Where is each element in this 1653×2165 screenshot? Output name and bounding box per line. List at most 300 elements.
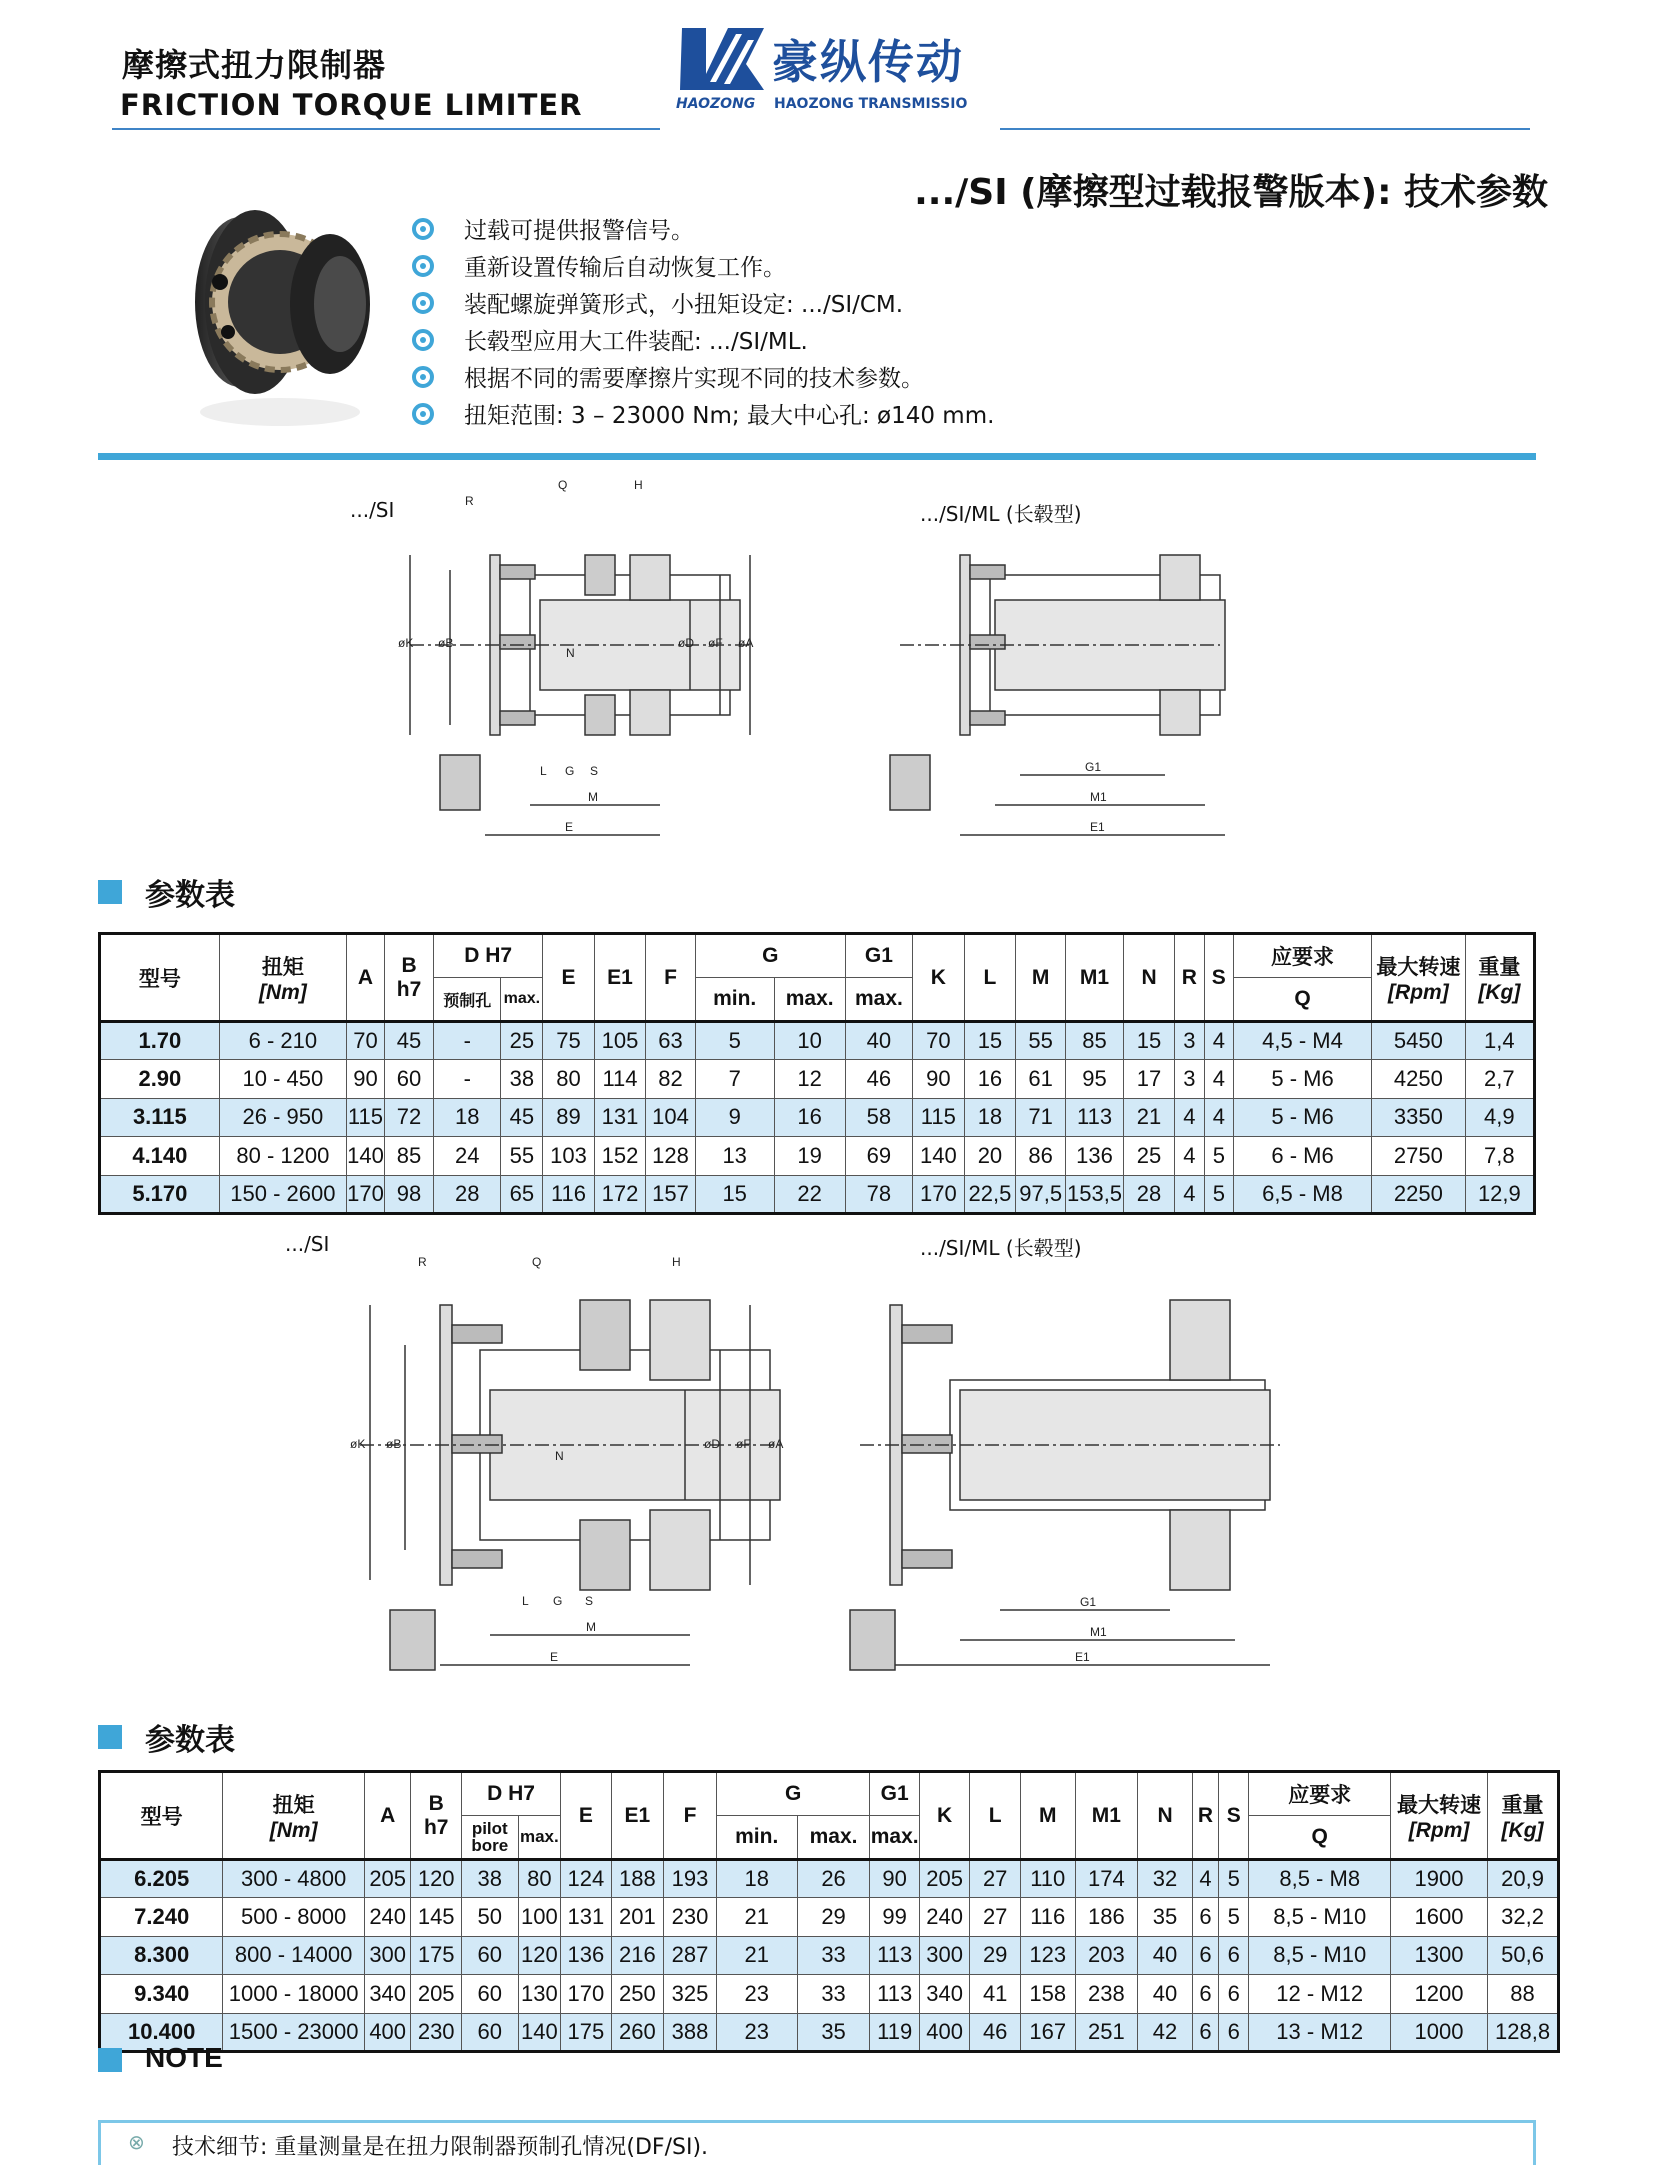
table-cell: 38 (501, 1060, 543, 1098)
table-cell: 2750 (1372, 1137, 1466, 1175)
svg-text:N: N (555, 1449, 564, 1463)
table-cell: 388 (664, 2013, 717, 2051)
table-cell: 90 (913, 1060, 965, 1098)
table-cell: 152 (594, 1137, 646, 1175)
table-cell: 13 (695, 1137, 774, 1175)
table-cell: 70 (913, 1022, 965, 1060)
svg-text:E: E (550, 1650, 559, 1664)
diagram-si-drawing (390, 475, 790, 845)
model-cell: 1.70 (100, 1022, 220, 1060)
table-cell: 63 (646, 1022, 696, 1060)
table-cell: 5 - M6 (1234, 1060, 1372, 1098)
table-cell: 69 (845, 1137, 912, 1175)
svg-text:E: E (565, 820, 574, 834)
svg-text:Q: Q (558, 478, 568, 492)
table-cell: 186 (1075, 1898, 1138, 1936)
svg-text:S: S (585, 1594, 594, 1608)
feature-list (412, 210, 994, 432)
table-cell: 5 (1204, 1137, 1233, 1175)
header-title-en: FRICTION TORQUE LIMITER (120, 88, 583, 122)
table-cell: 114 (594, 1060, 646, 1098)
square-marker-icon (98, 880, 122, 904)
table-cell: 158 (1020, 1975, 1075, 2013)
table-cell: 175 (411, 1936, 462, 1974)
svg-text:L: L (522, 1594, 529, 1608)
table-cell: 3 (1175, 1022, 1205, 1060)
feature-item: 装配螺旋弹簧形式，小扭矩设定: .../SI/CM. (412, 284, 994, 321)
svg-text:L: L (540, 764, 547, 778)
diagram-label-si: .../SI (350, 498, 395, 522)
table-cell: 29 (970, 1936, 1021, 1974)
diagram-label-si-ml-2: .../SI/ML (长毂型) (920, 1236, 1082, 1260)
table-cell: 100 (518, 1898, 560, 1936)
svg-text:E1: E1 (1075, 1650, 1090, 1664)
table-cell: 251 (1075, 2013, 1138, 2051)
svg-text:M1: M1 (1090, 1625, 1107, 1639)
table-cell: 71 (1016, 1098, 1066, 1136)
note-title: NOTE (145, 2042, 223, 2073)
svg-text:H: H (672, 1255, 681, 1269)
svg-text:H: H (634, 478, 643, 492)
table-cell: 6 (1192, 2013, 1218, 2051)
table-cell: 300 (919, 1936, 970, 1974)
table-cell: 90 (870, 1860, 919, 1898)
svg-text:M: M (588, 790, 598, 804)
bullet-icon (412, 218, 434, 240)
table-cell: 300 - 4800 (223, 1860, 365, 1898)
table-cell: 5 (1219, 1898, 1249, 1936)
table-cell: 20 (964, 1137, 1016, 1175)
table-cell: 5 (1219, 1860, 1249, 1898)
table-cell: 28 (434, 1175, 501, 1213)
spec-table-1-body (100, 1022, 1535, 1214)
table-cell: 150 - 2600 (219, 1175, 346, 1213)
table-cell: 18 (716, 1860, 797, 1898)
table-cell: 6 (1192, 1936, 1218, 1974)
table-cell: 216 (611, 1936, 664, 1974)
table-cell: 7 (695, 1060, 774, 1098)
table-cell: 130 (518, 1975, 560, 2013)
table-cell: 113 (870, 1975, 919, 2013)
table-cell: 124 (561, 1860, 612, 1898)
table-cell: 128,8 (1488, 2013, 1559, 2051)
diagram-si-ml-drawing (880, 475, 1240, 845)
table-cell: 22 (774, 1175, 845, 1213)
table-cell: 113 (1066, 1098, 1124, 1136)
table-cell: 230 (664, 1898, 717, 1936)
table-cell: 16 (774, 1098, 845, 1136)
table-cell: 12 (774, 1060, 845, 1098)
table-cell: 85 (384, 1137, 433, 1175)
model-cell: 4.140 (100, 1137, 220, 1175)
table-cell: 12 - M12 (1249, 1975, 1391, 2013)
table-cell: 24 (434, 1137, 501, 1175)
note-text: 技术细节: 重量测量是在扭力限制器预制孔情况(DF/SI). (172, 2135, 709, 2160)
table-cell: 400 (919, 2013, 970, 2051)
table-cell: 40 (845, 1022, 912, 1060)
table-cell: 1200 (1391, 1975, 1488, 2013)
table1-title: 参数表 (145, 878, 235, 913)
table-cell: 136 (561, 1936, 612, 1974)
table-cell: 300 (364, 1936, 411, 1974)
table-cell: 120 (518, 1936, 560, 1974)
table-cell: 35 (1138, 1898, 1193, 1936)
table-cell: 45 (384, 1022, 433, 1060)
spec-table-2: 型号 扭矩 [Nm] A B h7 D H7 E E1 F G G1 K L M M1 N R S 应要求 最大转速 [Rpm] 重量 [Kg] pilot bore max. min. max. max. Q 6.205 300 - 4800 205 120 38 80 124 188 193 18 26 90 205 27 110 174 32 4 5 8,5 - M8 1900 20,9 7.240 500 - 8000 240 145 50 100 131 201 230 21 29 99 240 27 116 186 35 6 5 8,5 - M10 1600 32,2 8.300 800 - 14000 300 175 60 120 136 216 287 21 33 113 300 29 123 203 40 6 6 8,5 - M10 1300 50,6 9.340 1000 - 18000 340 205 60 130 170 250 325 23 33 113 340 41 158 238 40 6 6 12 - M12 1200 88 10.400 1500 - 23000 400 230 60 140 175 260 388 23 35 119 400 46 167 251 42 6 6 13 - M12 1000 128,8 (98, 1770, 1560, 2053)
svg-text:G1: G1 (1085, 760, 1102, 774)
table-cell: 287 (664, 1936, 717, 1974)
table-cell: 5 - M6 (1234, 1098, 1372, 1136)
table-cell: 20,9 (1488, 1860, 1559, 1898)
table-cell: 170 (561, 1975, 612, 2013)
svg-text:øK: øK (398, 636, 414, 650)
table-cell: 72 (384, 1098, 433, 1136)
table-cell: 131 (561, 1898, 612, 1936)
table-cell: 4 (1204, 1022, 1233, 1060)
note-bullet-icon: ⊗ (128, 2130, 145, 2154)
table-cell: 9 (695, 1098, 774, 1136)
table2-title: 参数表 (145, 1723, 235, 1758)
table-cell: 27 (970, 1860, 1021, 1898)
table-cell: - (434, 1022, 501, 1060)
table-cell: - (434, 1060, 501, 1098)
table-cell: 32,2 (1488, 1898, 1559, 1936)
table-cell: 13 - M12 (1249, 2013, 1391, 2051)
section-divider (98, 453, 1536, 460)
table-cell: 60 (461, 2013, 518, 2051)
table-cell: 21 (1123, 1098, 1174, 1136)
table-cell: 25 (1123, 1137, 1174, 1175)
table-cell: 40 (1138, 1975, 1193, 2013)
square-marker-icon (98, 1725, 122, 1749)
header-title-cn: 摩擦式扭力限制器 (122, 46, 387, 84)
table-cell: 174 (1075, 1860, 1138, 1898)
table-cell: 2,7 (1465, 1060, 1534, 1098)
table-cell: 325 (664, 1975, 717, 2013)
table-cell: 33 (797, 1936, 870, 1974)
table-cell: 110 (1020, 1860, 1075, 1898)
table-cell: 105 (594, 1022, 646, 1060)
svg-text:øA: øA (768, 1437, 784, 1451)
table-cell: 70 (346, 1022, 384, 1060)
table-cell: 115 (913, 1098, 965, 1136)
table-cell: 238 (1075, 1975, 1138, 2013)
table-cell: 15 (1123, 1022, 1174, 1060)
table-cell: 4 (1175, 1137, 1205, 1175)
table-cell: 35 (797, 2013, 870, 2051)
feature-item: 过载可提供报警信号。 (412, 210, 994, 247)
diagram-si-ml-large-drawing (840, 1250, 1300, 1690)
table-cell: 60 (384, 1060, 433, 1098)
svg-text:R: R (418, 1255, 427, 1269)
table-cell: 4 (1175, 1098, 1205, 1136)
table-cell: 170 (913, 1175, 965, 1213)
table-cell: 8,5 - M8 (1249, 1860, 1391, 1898)
table-row (100, 2013, 1559, 2051)
table-cell: 103 (543, 1137, 595, 1175)
table-cell: 240 (364, 1898, 411, 1936)
table-cell: 29 (797, 1898, 870, 1936)
header-divider-left (112, 128, 660, 130)
table-cell: 80 (518, 1860, 560, 1898)
table-cell: 1,4 (1465, 1022, 1534, 1060)
table-cell: 175 (561, 2013, 612, 2051)
table-cell: 32 (1138, 1860, 1193, 1898)
table-cell: 85 (1066, 1022, 1124, 1060)
table-cell: 131 (594, 1098, 646, 1136)
table-cell: 104 (646, 1098, 696, 1136)
table-cell: 6 - M6 (1234, 1137, 1372, 1175)
table-cell: 1900 (1391, 1860, 1488, 1898)
table-cell: 205 (364, 1860, 411, 1898)
table-cell: 157 (646, 1175, 696, 1213)
table-cell: 21 (716, 1898, 797, 1936)
table-row (100, 1060, 1535, 1098)
table-cell: 6 (1192, 1898, 1218, 1936)
table-cell: 188 (611, 1860, 664, 1898)
feature-item: 长毂型应用大工件装配: .../SI/ML. (412, 321, 994, 358)
table-cell: 250 (611, 1975, 664, 2013)
table-cell: 18 (434, 1098, 501, 1136)
table-cell: 5 (1204, 1175, 1233, 1213)
table-cell: 6 (1219, 1975, 1249, 2013)
table-cell: 55 (1016, 1022, 1066, 1060)
table-cell: 1000 - 18000 (223, 1975, 365, 2013)
table-cell: 88 (1488, 1975, 1559, 2013)
table-cell: 16 (964, 1060, 1016, 1098)
table-cell: 6 (1219, 2013, 1249, 2051)
model-cell: 10.400 (100, 2013, 223, 2051)
table-cell: 41 (970, 1975, 1021, 2013)
table-cell: 3 (1175, 1060, 1205, 1098)
model-cell: 9.340 (100, 1975, 223, 2013)
table-cell: 38 (461, 1860, 518, 1898)
logo-text-cn: 豪纵传动 (772, 35, 964, 89)
spec-table-2-body (100, 1860, 1559, 2052)
table-cell: 46 (845, 1060, 912, 1098)
table-cell: 4 (1192, 1860, 1218, 1898)
table-cell: 3350 (1372, 1098, 1466, 1136)
table-cell: 145 (411, 1898, 462, 1936)
table-cell: 60 (461, 1975, 518, 2013)
table-cell: 113 (870, 1936, 919, 1974)
table-cell: 340 (919, 1975, 970, 2013)
table-cell: 123 (1020, 1936, 1075, 1974)
table-cell: 8,5 - M10 (1249, 1936, 1391, 1974)
svg-text:Q: Q (532, 1255, 542, 1269)
table-cell: 19 (774, 1137, 845, 1175)
table-cell: 46 (970, 2013, 1021, 2051)
table-cell: 136 (1066, 1137, 1124, 1175)
table-cell: 4 (1204, 1098, 1233, 1136)
table-cell: 17 (1123, 1060, 1174, 1098)
table-cell: 97,5 (1016, 1175, 1066, 1213)
feature-item: 根据不同的需要摩擦片实现不同的技术参数。 (412, 358, 994, 395)
table-cell: 55 (501, 1137, 543, 1175)
table-cell: 10 (774, 1022, 845, 1060)
model-cell: 8.300 (100, 1936, 223, 1974)
table-cell: 42 (1138, 2013, 1193, 2051)
section-title: .../SI (摩擦型过载报警版本): 技术参数 (914, 172, 1548, 213)
table-cell: 75 (543, 1022, 595, 1060)
table-cell: 1000 (1391, 2013, 1488, 2051)
table-cell: 140 (518, 2013, 560, 2051)
diagram-si-large-drawing (340, 1250, 820, 1690)
model-cell: 2.90 (100, 1060, 220, 1098)
table-cell: 140 (913, 1137, 965, 1175)
table-row (100, 1022, 1535, 1060)
svg-text:G1: G1 (1080, 1595, 1097, 1609)
table-cell: 23 (716, 2013, 797, 2051)
table-cell: 22,5 (964, 1175, 1016, 1213)
table-cell: 5450 (1372, 1022, 1466, 1060)
table-cell: 120 (411, 1860, 462, 1898)
table-cell: 119 (870, 2013, 919, 2051)
bullet-icon (412, 292, 434, 314)
feature-item: 重新设置传输后自动恢复工作。 (412, 247, 994, 284)
table-cell: 128 (646, 1137, 696, 1175)
table-cell: 50,6 (1488, 1936, 1559, 1974)
table-cell: 170 (346, 1175, 384, 1213)
logo-text-en: HAOZONG TRANSMISSIO (774, 96, 968, 112)
table-cell: 40 (1138, 1936, 1193, 1974)
svg-text:R: R (465, 494, 474, 508)
table-cell: 4,9 (1465, 1098, 1534, 1136)
table-row (100, 1098, 1535, 1136)
svg-text:G: G (565, 764, 575, 778)
svg-text:øD: øD (678, 636, 694, 650)
table-cell: 240 (919, 1898, 970, 1936)
table-cell: 21 (716, 1936, 797, 1974)
feature-item: 扭矩范围: 3 – 23000 Nm; 最大中心孔: ø140 mm. (412, 395, 994, 432)
table-cell: 8,5 - M10 (1249, 1898, 1391, 1936)
table-cell: 193 (664, 1860, 717, 1898)
table-row (100, 1898, 1559, 1936)
logo-mark-icon (676, 24, 768, 94)
table-cell: 5 (695, 1022, 774, 1060)
table-cell: 500 - 8000 (223, 1898, 365, 1936)
spec-table-1: 型号 扭矩 [Nm] A B h7 D H7 E E1 F G G1 K L M M1 N R S 应要求 最大转速 [Rpm] 重量 [Kg] 预制孔 max. min. max. max. Q 1.70 6 - 210 70 45 - 25 75 105 63 5 10 40 70 15 55 85 15 3 4 4,5 - M4 5450 1,4 2.90 10 - 450 90 60 - 38 80 114 82 7 12 46 90 16 61 95 17 3 4 5 - M6 4250 2,7 3.115 26 - 950 115 72 18 45 89 131 104 9 16 58 115 18 71 113 21 4 4 5 - M6 3350 4,9 4.140 80 - 1200 140 85 24 55 103 152 128 13 19 69 140 20 86 136 25 4 5 6 - M6 2750 7,8 5.170 150 - 2600 170 98 28 65 116 172 157 15 22 78 170 22,5 97,5 153,5 28 4 5 6,5 - M8 2250 12,9 (98, 932, 1536, 1215)
table-cell: 203 (1075, 1936, 1138, 1974)
table-cell: 140 (346, 1137, 384, 1175)
svg-text:øB: øB (386, 1437, 402, 1451)
bullet-icon (412, 255, 434, 277)
table-cell: 95 (1066, 1060, 1124, 1098)
table-cell: 15 (964, 1022, 1016, 1060)
table-cell: 205 (411, 1975, 462, 2013)
table-cell: 82 (646, 1060, 696, 1098)
svg-text:G: G (553, 1594, 563, 1608)
table-cell: 25 (501, 1022, 543, 1060)
table-cell: 115 (346, 1098, 384, 1136)
diagram-label-si-ml: .../SI/ML (长毂型) (920, 502, 1082, 526)
table-cell: 98 (384, 1175, 433, 1213)
table-cell: 167 (1020, 2013, 1075, 2051)
table-cell: 86 (1016, 1137, 1066, 1175)
table-cell: 6 (1192, 1975, 1218, 2013)
table-cell: 18 (964, 1098, 1016, 1136)
table-cell: 4 (1204, 1060, 1233, 1098)
svg-text:M: M (586, 1620, 596, 1634)
logo-text-en-italic: HAOZONG (676, 96, 756, 112)
table-cell: 10 - 450 (219, 1060, 346, 1098)
table-cell: 65 (501, 1175, 543, 1213)
svg-text:N: N (566, 646, 575, 660)
table-cell: 2250 (1372, 1175, 1466, 1213)
table-cell: 6 - 210 (219, 1022, 346, 1060)
table-cell: 80 - 1200 (219, 1137, 346, 1175)
table-cell: 23 (716, 1975, 797, 2013)
table-cell: 340 (364, 1975, 411, 2013)
table-row (100, 1936, 1559, 1974)
model-cell: 7.240 (100, 1898, 223, 1936)
svg-text:E1: E1 (1090, 820, 1105, 834)
model-cell: 3.115 (100, 1098, 220, 1136)
svg-text:S: S (590, 764, 599, 778)
model-cell: 6.205 (100, 1860, 223, 1898)
table-cell: 90 (346, 1060, 384, 1098)
table-cell: 153,5 (1066, 1175, 1124, 1213)
table-cell: 58 (845, 1098, 912, 1136)
diagram-label-si-2: .../SI (285, 1232, 330, 1256)
table-row (100, 1975, 1559, 2013)
table-cell: 1300 (1391, 1936, 1488, 1974)
table-cell: 260 (611, 2013, 664, 2051)
svg-text:øF: øF (708, 636, 723, 650)
svg-text:øD: øD (704, 1437, 720, 1451)
table-cell: 6 (1219, 1936, 1249, 1974)
table-cell: 50 (461, 1898, 518, 1936)
table-cell: 60 (461, 1936, 518, 1974)
table-cell: 1600 (1391, 1898, 1488, 1936)
svg-text:øB: øB (438, 636, 454, 650)
table-cell: 80 (543, 1060, 595, 1098)
table-cell: 28 (1123, 1175, 1174, 1213)
table-cell: 230 (411, 2013, 462, 2051)
table-cell: 99 (870, 1898, 919, 1936)
svg-text:øF: øF (736, 1437, 751, 1451)
table-cell: 33 (797, 1975, 870, 2013)
table-cell: 45 (501, 1098, 543, 1136)
square-marker-icon (98, 2048, 122, 2072)
product-image (180, 192, 400, 452)
table-cell: 4250 (1372, 1060, 1466, 1098)
table-cell: 61 (1016, 1060, 1066, 1098)
table-cell: 26 (797, 1860, 870, 1898)
model-cell: 5.170 (100, 1175, 220, 1213)
bullet-icon (412, 403, 434, 425)
svg-text:øA: øA (738, 636, 754, 650)
table-cell: 27 (970, 1898, 1021, 1936)
table-cell: 7,8 (1465, 1137, 1534, 1175)
bullet-icon (412, 329, 434, 351)
table-row (100, 1137, 1535, 1175)
table-cell: 89 (543, 1098, 595, 1136)
table-cell: 15 (695, 1175, 774, 1213)
table-cell: 116 (1020, 1898, 1075, 1936)
header-divider-right (1000, 128, 1530, 130)
table-cell: 78 (845, 1175, 912, 1213)
table-cell: 116 (543, 1175, 595, 1213)
table-cell: 4 (1175, 1175, 1205, 1213)
table-row (100, 1860, 1559, 1898)
table-cell: 1500 - 23000 (223, 2013, 365, 2051)
table-cell: 26 - 950 (219, 1098, 346, 1136)
table-cell: 6,5 - M8 (1234, 1175, 1372, 1213)
table-cell: 201 (611, 1898, 664, 1936)
svg-text:M1: M1 (1090, 790, 1107, 804)
bullet-icon (412, 366, 434, 388)
